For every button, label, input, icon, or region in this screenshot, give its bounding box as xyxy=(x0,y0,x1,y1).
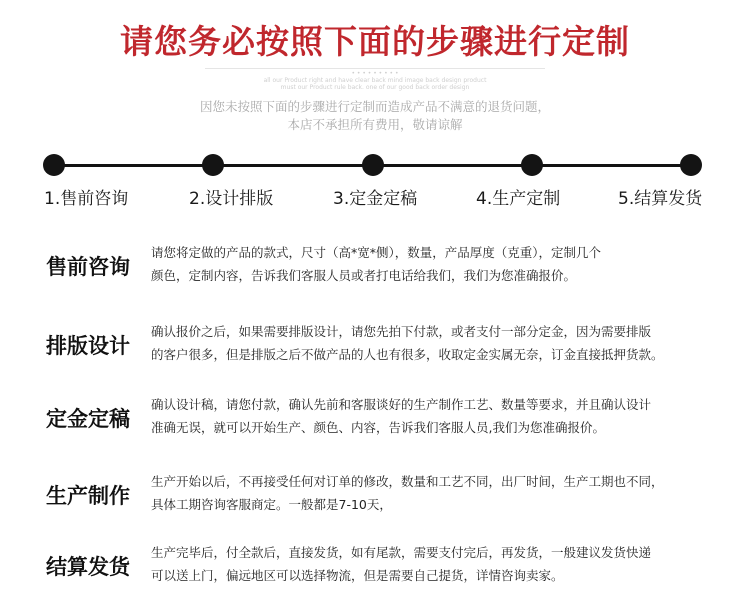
section-text-line: 请您将定做的产品的款式，尺寸（高*宽*侧），数量，产品厚度（克重），定制几个 xyxy=(151,245,602,260)
section-heading: 售前咨询 xyxy=(46,255,130,279)
section-text-line: 准确无误，就可以开始生产、颜色、内容，告诉我们客服人员,我们为您准确报价。 xyxy=(151,420,605,435)
page-title: 请您务必按照下面的步骤进行定制 xyxy=(120,22,630,61)
faint-english-line: must our Product rule back. one of our good back order design xyxy=(280,84,470,91)
notice-line: 本店不承担所有费用，敬请谅解 xyxy=(287,117,463,132)
section-text-line: 可以送上门，偏远地区可以选择物流，但是需要自己提货，详情咨询卖家。 xyxy=(151,568,564,583)
timeline-node xyxy=(521,154,543,176)
section-text-line: 确认报价之后，如果需要排版设计，请您先拍下付款，或者支付一部分定金，因为需要排版 xyxy=(151,324,652,339)
faint-english-line: all our Product right and have clear back mind image back design product xyxy=(263,77,487,84)
section-text-line: 确认设计稿，请您付款，确认先前和客服谈好的生产制作工艺、数量等要求，并且确认设计 xyxy=(151,397,652,412)
step-label: 2.设计排版 xyxy=(189,189,274,209)
timeline-node xyxy=(202,154,224,176)
step-label: 5.结算发货 xyxy=(618,189,703,209)
section-text-line: 具体工期咨询客服商定。一般都是7-10天， xyxy=(151,497,392,512)
step-label: 1.售前咨询 xyxy=(44,189,129,209)
section-text-line: 颜色，定制内容，告诉我们客服人员或者打电话给我们，我们为您准确报价。 xyxy=(151,268,577,283)
timeline-node xyxy=(680,154,702,176)
section-text-line: 的客户很多，但是排版之后不做产品的人也有很多，收取定金实属无奈，订金直接抵押货款。 xyxy=(151,347,664,362)
section-text xyxy=(151,241,711,287)
timeline-node xyxy=(362,154,384,176)
section-text-line: 生产开始以后，不再接受任何对订单的修改，数量和工艺不同，出厂时间，生产工期也不同， xyxy=(151,474,664,489)
notice-line: 因您未按照下面的步骤进行定制而造成产品不满意的退货问题， xyxy=(199,99,550,114)
step-label: 4.生产定制 xyxy=(476,189,561,209)
section-text-line: 生产完毕后，付全款后，直接发货，如有尾款，需要支付完后，再发货，一般建议发货快递 xyxy=(151,545,652,560)
timeline-node xyxy=(43,154,65,176)
section-heading: 定金定稿 xyxy=(46,407,130,431)
section-heading: 排版设计 xyxy=(46,334,130,358)
section-text xyxy=(151,470,711,516)
faint-dots: • • • • • • • • • xyxy=(351,70,399,77)
section-text xyxy=(151,541,711,587)
title-divider xyxy=(205,68,545,69)
section-heading: 生产制作 xyxy=(46,484,130,508)
section-heading: 结算发货 xyxy=(46,555,130,579)
step-label: 3.定金定稿 xyxy=(333,189,418,209)
section-text xyxy=(151,393,711,439)
section-text xyxy=(151,320,711,366)
